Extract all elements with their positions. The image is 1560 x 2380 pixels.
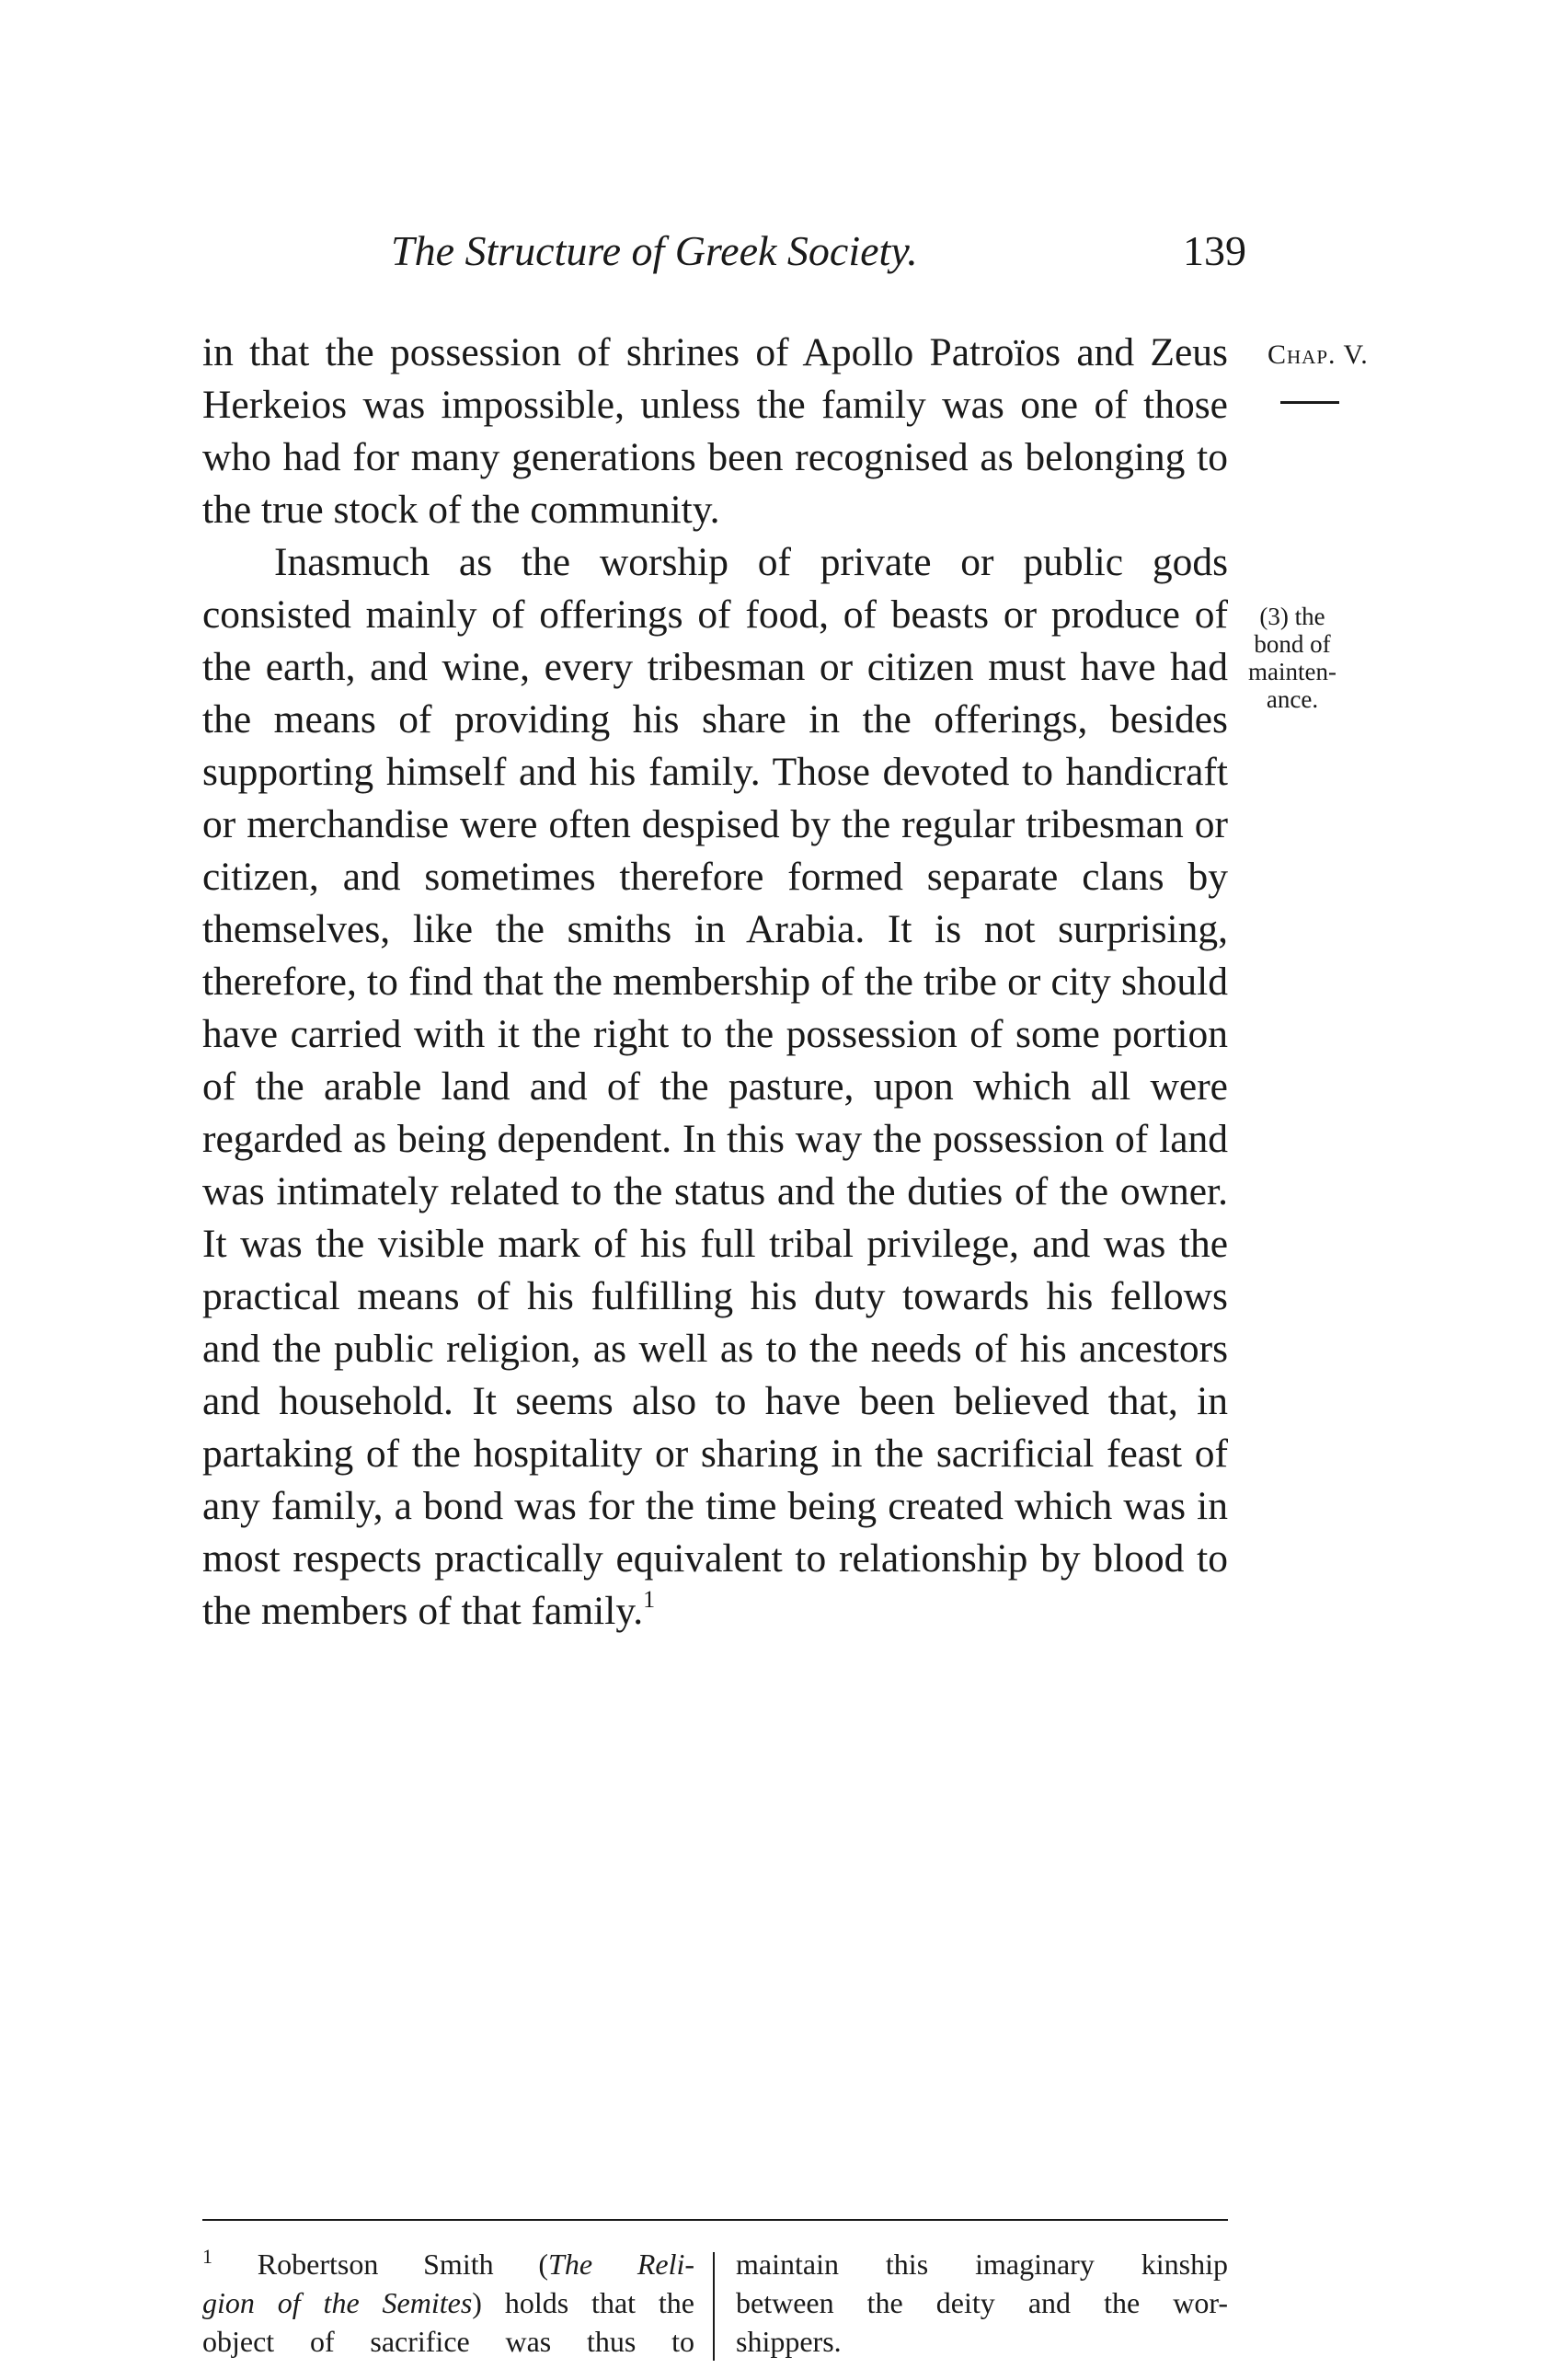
footnote-mark: 1 <box>202 2245 212 2268</box>
page-number: 139 <box>1183 227 1246 274</box>
footnote-column-divider <box>713 2252 715 2361</box>
footnote-text: ) holds that the <box>472 2286 695 2319</box>
footnote-line: shippers. <box>736 2325 842 2358</box>
chapter-rule <box>1280 401 1339 404</box>
side-note <box>1242 603 1343 713</box>
footnote-line <box>202 2283 694 2322</box>
paragraph: in that the possession of shrines of Apollo Patroïos and Zeus Herkeios was impossible, unless the family was one of those who had for many generations been recognised as belonging to the true stock of the community. <box>202 330 1228 532</box>
paragraph <box>202 536 1228 1638</box>
side-note-line: (3) the <box>1259 603 1325 630</box>
body-text <box>202 327 1228 1638</box>
paragraph-text: Inasmuch as the worship of private or public gods consisted mainly of offerings of food, of beasts or produce of the earth, and wine, every tribesman or citizen must have had the means of providing his share in the offerings, besides supporting himself and his family. Those devoted to handicraft or merchandise were often despised by the regular tribesman or citizen, and sometimes therefore formed separate clans by themselves, like the smiths in Arabia. It is not surprising, therefore, to find that the membership of the tribe or city should have carried with it the right to the possession of some portion of the arable land and of the pasture, upon which all were regarded as being dependent. In this way the possession of land was intimately related to the status and the duties of the owner. It was the visible mark of his full tribal privilege, and was the practical means of his fulfilling his duty towards his fellows and the public religion, as well as to the needs of his ancestors and household. It seems also to have been believed that, in partaking of the hospitality or sharing in the sacrificial feast of any family, a bond was for the time being created which was in most respects practically equivalent to relationship by blood to the members of that family. <box>202 540 1228 1633</box>
footnote-column-right <box>736 2245 1228 2361</box>
footnote-title-italic: gion of the Semites <box>202 2286 473 2319</box>
side-note-line: bond of <box>1254 630 1331 658</box>
footnote-line: maintain this imaginary kinship <box>736 2248 1228 2281</box>
running-head <box>391 224 1246 279</box>
running-title: The Structure of Greek Society. <box>391 227 918 274</box>
footnote-column-left <box>202 2245 694 2361</box>
footnote-line: object of sacrifice was thus to <box>202 2325 694 2358</box>
side-note-line: mainten- <box>1248 658 1336 685</box>
footnote-reference: 1 <box>643 1586 656 1613</box>
footnote-line <box>202 2245 694 2283</box>
footnote-title-italic: The Reli- <box>548 2248 695 2281</box>
side-note-line: ance. <box>1266 685 1319 713</box>
footnote-rule <box>202 2219 1228 2221</box>
footnote-text: Robertson Smith ( <box>257 2248 549 2281</box>
footnote-line: between the deity and the wor- <box>736 2286 1228 2319</box>
chapter-marginal-note: Chap. V. <box>1268 339 1369 370</box>
